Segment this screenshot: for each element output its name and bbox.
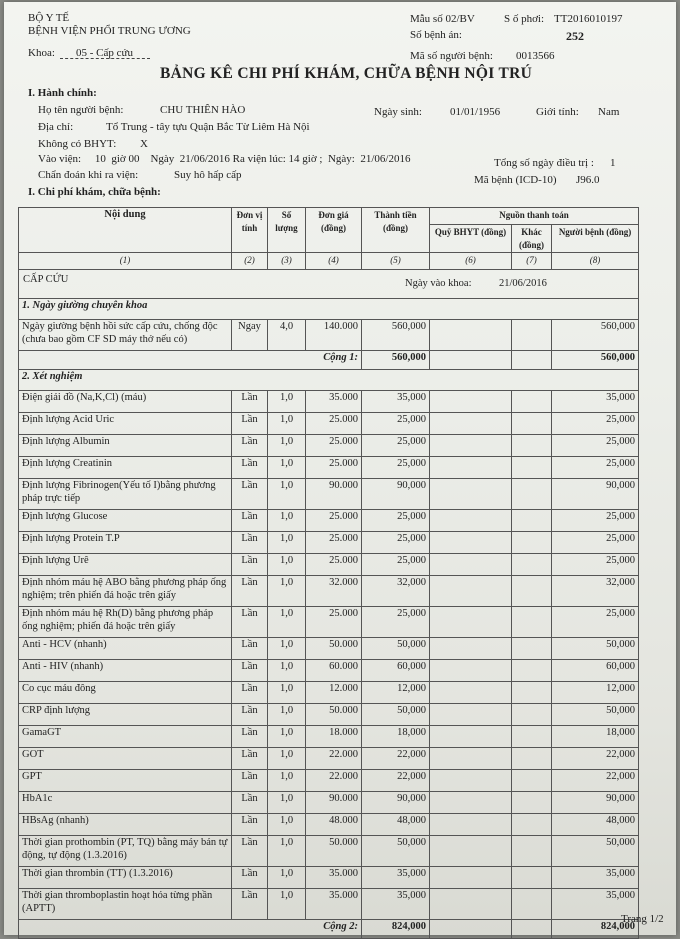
item-unit: Lần: [232, 682, 268, 704]
item-amount: 35,000: [362, 867, 430, 889]
item-bhyt: [430, 479, 512, 510]
section-title: 1. Ngày giường chuyên khoa: [19, 299, 639, 320]
item-price: 35.000: [306, 889, 362, 920]
subtotal-patient: 824,000: [552, 920, 639, 939]
sex-label: Giới tính:: [536, 106, 579, 118]
treatment-days-label: Tổng số ngày điều trị :: [494, 157, 594, 169]
item-unit: Lần: [232, 607, 268, 638]
item-unit: Lần: [232, 457, 268, 479]
page-number: Trang 1/2: [621, 913, 664, 925]
col-unit: Đơn vị tính: [232, 208, 268, 253]
subtotal-bhyt: [430, 351, 512, 370]
patient-name-value: CHU THIÊN HÀO: [160, 104, 246, 116]
diagnosis-value: Suy hô hấp cấp: [174, 169, 242, 181]
table-row: [19, 792, 639, 814]
item-qty: 1,0: [268, 792, 306, 814]
item-other: [512, 457, 552, 479]
subtotal-bhyt: [430, 920, 512, 939]
item-name: GamaGT: [19, 726, 232, 748]
document-page: [4, 2, 676, 935]
record-value: 252: [566, 29, 584, 43]
item-patient: 35,000: [552, 867, 639, 889]
item-patient: 90,000: [552, 479, 639, 510]
bhyt-label: Không có BHYT:: [38, 138, 117, 150]
item-amount: 35,000: [362, 889, 430, 920]
item-amount: 25,000: [362, 554, 430, 576]
icd-label: Mã bệnh (ICD-10): [474, 174, 557, 186]
item-price: 60.000: [306, 660, 362, 682]
item-name: Định lượng Creatinin: [19, 457, 232, 479]
item-price: 140.000: [306, 320, 362, 351]
item-bhyt: [430, 836, 512, 867]
item-unit: Lần: [232, 510, 268, 532]
item-patient: 90,000: [552, 792, 639, 814]
index-cell: (7): [512, 253, 552, 270]
item-amount: 48,000: [362, 814, 430, 836]
item-patient: 22,000: [552, 770, 639, 792]
col-content: Nội dung: [19, 208, 232, 253]
item-other: [512, 836, 552, 867]
dob-label: Ngày sinh:: [374, 106, 422, 118]
table-row: [19, 836, 639, 867]
table-header-row: [19, 208, 639, 225]
item-name: Điện giải đồ (Na,K,Cl) (máu): [19, 391, 232, 413]
item-unit: Lần: [232, 704, 268, 726]
item-patient: 25,000: [552, 554, 639, 576]
item-patient: 12,000: [552, 682, 639, 704]
department-cell: [19, 270, 639, 299]
col-payment-source: Nguồn thanh toán: [430, 208, 639, 225]
table-row: [19, 814, 639, 836]
item-patient: 60,000: [552, 660, 639, 682]
item-unit: Lần: [232, 867, 268, 889]
item-other: [512, 510, 552, 532]
document-title: BẢNG KÊ CHI PHÍ KHÁM, CHỮA BỆNH NỘI TRÚ: [160, 65, 533, 82]
index-cell: (5): [362, 253, 430, 270]
table-row: [19, 638, 639, 660]
item-name: Định lượng Protein T.P: [19, 532, 232, 554]
item-amount: 25,000: [362, 607, 430, 638]
form-number: Mẫu số 02/BV: [410, 13, 475, 25]
col-qty: Số lượng: [268, 208, 306, 253]
item-name: GPT: [19, 770, 232, 792]
item-other: [512, 532, 552, 554]
item-name: Anti - HIV (nhanh): [19, 660, 232, 682]
item-amount: 22,000: [362, 770, 430, 792]
index-cell: (3): [268, 253, 306, 270]
item-amount: 50,000: [362, 704, 430, 726]
item-patient: 50,000: [552, 638, 639, 660]
table-row: [19, 867, 639, 889]
item-bhyt: [430, 576, 512, 607]
department-date: 21/06/2016: [499, 278, 547, 289]
table-row: [19, 704, 639, 726]
item-bhyt: [430, 638, 512, 660]
item-qty: 1,0: [268, 814, 306, 836]
department-name: CẤP CỨU: [23, 274, 69, 285]
table-row: [19, 770, 639, 792]
item-name: Định lượng Albumin: [19, 435, 232, 457]
item-bhyt: [430, 889, 512, 920]
item-other: [512, 638, 552, 660]
item-other: [512, 413, 552, 435]
item-bhyt: [430, 532, 512, 554]
subtotal-amount: 824,000: [362, 920, 430, 939]
item-patient: 50,000: [552, 704, 639, 726]
item-unit: Lần: [232, 792, 268, 814]
item-unit: Lần: [232, 638, 268, 660]
item-name: Anti - HCV (nhanh): [19, 638, 232, 660]
item-unit: Lần: [232, 889, 268, 920]
table-row: [19, 576, 639, 607]
item-other: [512, 770, 552, 792]
item-price: 50.000: [306, 638, 362, 660]
item-other: [512, 792, 552, 814]
item-qty: 1,0: [268, 479, 306, 510]
item-patient: 25,000: [552, 457, 639, 479]
item-price: 32.000: [306, 576, 362, 607]
item-unit: Lần: [232, 479, 268, 510]
section-title: 2. Xét nghiệm: [19, 370, 639, 391]
item-price: 50.000: [306, 704, 362, 726]
item-qty: 1,0: [268, 457, 306, 479]
item-bhyt: [430, 510, 512, 532]
item-other: [512, 320, 552, 351]
item-amount: 560,000: [362, 320, 430, 351]
item-name: GOT: [19, 748, 232, 770]
item-price: 25.000: [306, 435, 362, 457]
item-patient: 22,000: [552, 748, 639, 770]
index-cell: (8): [552, 253, 639, 270]
diagnosis-label: Chẩn đoán khi ra viện:: [38, 169, 139, 181]
item-bhyt: [430, 435, 512, 457]
table-row: [19, 479, 639, 510]
item-qty: 1,0: [268, 638, 306, 660]
item-bhyt: [430, 867, 512, 889]
item-amount: 25,000: [362, 532, 430, 554]
item-bhyt: [430, 726, 512, 748]
ticket-value: TT2016010197: [554, 13, 623, 25]
section-row: [19, 299, 639, 320]
item-bhyt: [430, 554, 512, 576]
dept-label: Khoa:: [28, 47, 55, 59]
item-qty: 1,0: [268, 682, 306, 704]
treatment-days-value: 1: [610, 157, 616, 169]
item-qty: 1,0: [268, 413, 306, 435]
item-bhyt: [430, 748, 512, 770]
table-row: [19, 726, 639, 748]
item-amount: 50,000: [362, 836, 430, 867]
record-label: Số bệnh án:: [410, 29, 462, 41]
table-row: [19, 660, 639, 682]
table-row: [19, 554, 639, 576]
item-unit: Lần: [232, 748, 268, 770]
item-qty: 1,0: [268, 391, 306, 413]
bhyt-value: X: [140, 138, 148, 150]
item-other: [512, 889, 552, 920]
item-patient: 35,000: [552, 391, 639, 413]
table-row: [19, 413, 639, 435]
item-bhyt: [430, 660, 512, 682]
item-bhyt: [430, 770, 512, 792]
item-qty: 1,0: [268, 607, 306, 638]
admission-info: Vào viện: 10 giờ 00 Ngày 21/06/2016 Ra viện lúc: 14 giờ ; Ngày: 21/06/2016: [38, 153, 411, 165]
item-price: 25.000: [306, 554, 362, 576]
item-amount: 90,000: [362, 479, 430, 510]
item-name: Thời gian thromboplastin hoạt hóa từng phần (APTT): [19, 889, 232, 920]
item-unit: Lần: [232, 726, 268, 748]
subtotal-patient: 560,000: [552, 351, 639, 370]
item-qty: 1,0: [268, 435, 306, 457]
item-price: 48.000: [306, 814, 362, 836]
item-bhyt: [430, 391, 512, 413]
item-price: 22.000: [306, 770, 362, 792]
item-bhyt: [430, 704, 512, 726]
item-name: HBsAg (nhanh): [19, 814, 232, 836]
item-amount: 32,000: [362, 576, 430, 607]
ticket-label: S ố phơi:: [504, 13, 545, 25]
department-row: [19, 270, 639, 299]
item-amount: 60,000: [362, 660, 430, 682]
item-name: Định lượng Fibrinogen(Yếu tố I)bằng phương pháp trực tiếp: [19, 479, 232, 510]
item-amount: 90,000: [362, 792, 430, 814]
item-other: [512, 660, 552, 682]
department-date-label: Ngày vào khoa:: [405, 278, 472, 289]
item-other: [512, 576, 552, 607]
item-name: Định nhóm máu hệ ABO bằng phương pháp ống nghiệm; trên phiến đá hoặc trên giấy: [19, 576, 232, 607]
table-row: [19, 607, 639, 638]
item-price: 50.000: [306, 836, 362, 867]
patient-name-label: Họ tên người bệnh:: [38, 104, 124, 116]
patient-code-label: Mã số người bệnh:: [410, 50, 493, 62]
item-price: 25.000: [306, 532, 362, 554]
item-price: 25.000: [306, 607, 362, 638]
item-bhyt: [430, 792, 512, 814]
item-price: 25.000: [306, 510, 362, 532]
item-other: [512, 607, 552, 638]
ministry-name: BỘ Y TẾ: [28, 12, 70, 24]
admin-section-title: I. Hành chính:: [28, 87, 97, 99]
col-bhyt: Quỹ BHYT (đồng): [430, 225, 512, 253]
item-price: 90.000: [306, 479, 362, 510]
item-qty: 1,0: [268, 660, 306, 682]
table-row: [19, 320, 639, 351]
item-patient: 25,000: [552, 510, 639, 532]
item-unit: Lần: [232, 814, 268, 836]
section-row: [19, 370, 639, 391]
item-patient: 18,000: [552, 726, 639, 748]
col-other: Khác (đồng): [512, 225, 552, 253]
item-name: Co cục máu đông: [19, 682, 232, 704]
col-price: Đơn giá (đồng): [306, 208, 362, 253]
item-price: 90.000: [306, 792, 362, 814]
item-name: Định nhóm máu hệ Rh(D) bằng phương pháp ống nghiệm; phiến đá hoặc trên giấy: [19, 607, 232, 638]
address-label: Địa chỉ:: [38, 121, 74, 133]
col-patient: Người bệnh (đồng): [552, 225, 639, 253]
item-name: Thời gian thrombin (TT) (1.3.2016): [19, 867, 232, 889]
index-cell: (6): [430, 253, 512, 270]
item-bhyt: [430, 320, 512, 351]
item-qty: 1,0: [268, 770, 306, 792]
table-row: [19, 748, 639, 770]
index-cell: (1): [19, 253, 232, 270]
item-price: 12.000: [306, 682, 362, 704]
item-unit: Lần: [232, 576, 268, 607]
table-index-row: [19, 253, 639, 270]
item-amount: 25,000: [362, 510, 430, 532]
dept-underline: [60, 58, 150, 59]
item-amount: 25,000: [362, 413, 430, 435]
cost-section-title: I. Chi phí khám, chữa bệnh:: [28, 186, 161, 198]
item-name: Thời gian prothombin (PT, TQ) bằng máy bán tự động, tự động (1.3.2016): [19, 836, 232, 867]
item-qty: 1,0: [268, 532, 306, 554]
col-amount: Thành tiền (đồng): [362, 208, 430, 253]
item-qty: 1,0: [268, 867, 306, 889]
item-qty: 1,0: [268, 889, 306, 920]
item-amount: 25,000: [362, 457, 430, 479]
item-other: [512, 554, 552, 576]
item-other: [512, 682, 552, 704]
table-row: [19, 510, 639, 532]
item-bhyt: [430, 457, 512, 479]
item-price: 18.000: [306, 726, 362, 748]
item-price: 25.000: [306, 457, 362, 479]
item-price: 35.000: [306, 867, 362, 889]
item-unit: Lần: [232, 836, 268, 867]
address-value: Tổ Trung - tây tựu Quận Bắc Từ Liêm Hà Nội: [106, 121, 310, 133]
item-name: HbA1c: [19, 792, 232, 814]
item-unit: Lần: [232, 660, 268, 682]
subtotal-label: Cộng 1:: [19, 351, 362, 370]
sex-value: Nam: [598, 106, 620, 118]
index-cell: (4): [306, 253, 362, 270]
table-row: [19, 457, 639, 479]
cost-table: [18, 207, 639, 939]
item-qty: 1,0: [268, 554, 306, 576]
item-price: 22.000: [306, 748, 362, 770]
item-amount: 35,000: [362, 391, 430, 413]
item-other: [512, 726, 552, 748]
item-patient: 48,000: [552, 814, 639, 836]
item-name: Ngày giường bệnh hồi sức cấp cứu, chống độc (chưa bao gồm CF SD máy thở nếu có): [19, 320, 232, 351]
table-body: [19, 299, 639, 939]
icd-value: J96.0: [576, 174, 600, 186]
item-amount: 12,000: [362, 682, 430, 704]
item-amount: 25,000: [362, 435, 430, 457]
table-row: [19, 532, 639, 554]
subtotal-other: [512, 351, 552, 370]
item-patient: 25,000: [552, 532, 639, 554]
item-patient: 32,000: [552, 576, 639, 607]
hospital-name: BỆNH VIỆN PHỔI TRUNG ƯƠNG: [28, 25, 191, 37]
item-unit: Lần: [232, 532, 268, 554]
item-patient: 50,000: [552, 836, 639, 867]
item-price: 25.000: [306, 413, 362, 435]
subtotal-label: Cộng 2:: [19, 920, 362, 939]
item-name: Định lượng Glucose: [19, 510, 232, 532]
item-bhyt: [430, 682, 512, 704]
item-amount: 22,000: [362, 748, 430, 770]
index-cell: (2): [232, 253, 268, 270]
dept-value: 05 - Cấp cứu: [76, 47, 133, 59]
item-other: [512, 391, 552, 413]
item-qty: 1,0: [268, 748, 306, 770]
item-unit: Lần: [232, 435, 268, 457]
subtotal-other: [512, 920, 552, 939]
item-patient: 35,000: [552, 889, 639, 920]
item-other: [512, 704, 552, 726]
item-unit: Ngay: [232, 320, 268, 351]
subtotal-amount: 560,000: [362, 351, 430, 370]
item-bhyt: [430, 814, 512, 836]
item-unit: Lần: [232, 413, 268, 435]
item-unit: Lần: [232, 554, 268, 576]
item-amount: 18,000: [362, 726, 430, 748]
item-amount: 50,000: [362, 638, 430, 660]
item-other: [512, 748, 552, 770]
table-row: [19, 435, 639, 457]
item-other: [512, 814, 552, 836]
item-qty: 1,0: [268, 726, 306, 748]
item-qty: 1,0: [268, 576, 306, 607]
subtotal-row: [19, 351, 639, 370]
item-patient: 25,000: [552, 435, 639, 457]
item-unit: Lần: [232, 391, 268, 413]
item-bhyt: [430, 607, 512, 638]
table-row: [19, 682, 639, 704]
item-patient: 25,000: [552, 607, 639, 638]
item-other: [512, 867, 552, 889]
item-name: CRP định lượng: [19, 704, 232, 726]
item-qty: 1,0: [268, 510, 306, 532]
dob-value: 01/01/1956: [450, 106, 501, 118]
table-row: [19, 889, 639, 920]
item-other: [512, 479, 552, 510]
table-row: [19, 391, 639, 413]
item-other: [512, 435, 552, 457]
item-name: Định lượng Acid Uric: [19, 413, 232, 435]
item-patient: 25,000: [552, 413, 639, 435]
item-name: Định lượng Urê: [19, 554, 232, 576]
item-qty: 1,0: [268, 704, 306, 726]
item-unit: Lần: [232, 770, 268, 792]
patient-code-value: 0013566: [516, 50, 555, 62]
subtotal-row: [19, 920, 639, 939]
item-patient: 560,000: [552, 320, 639, 351]
item-qty: 4,0: [268, 320, 306, 351]
item-price: 35.000: [306, 391, 362, 413]
item-qty: 1,0: [268, 836, 306, 867]
item-bhyt: [430, 413, 512, 435]
